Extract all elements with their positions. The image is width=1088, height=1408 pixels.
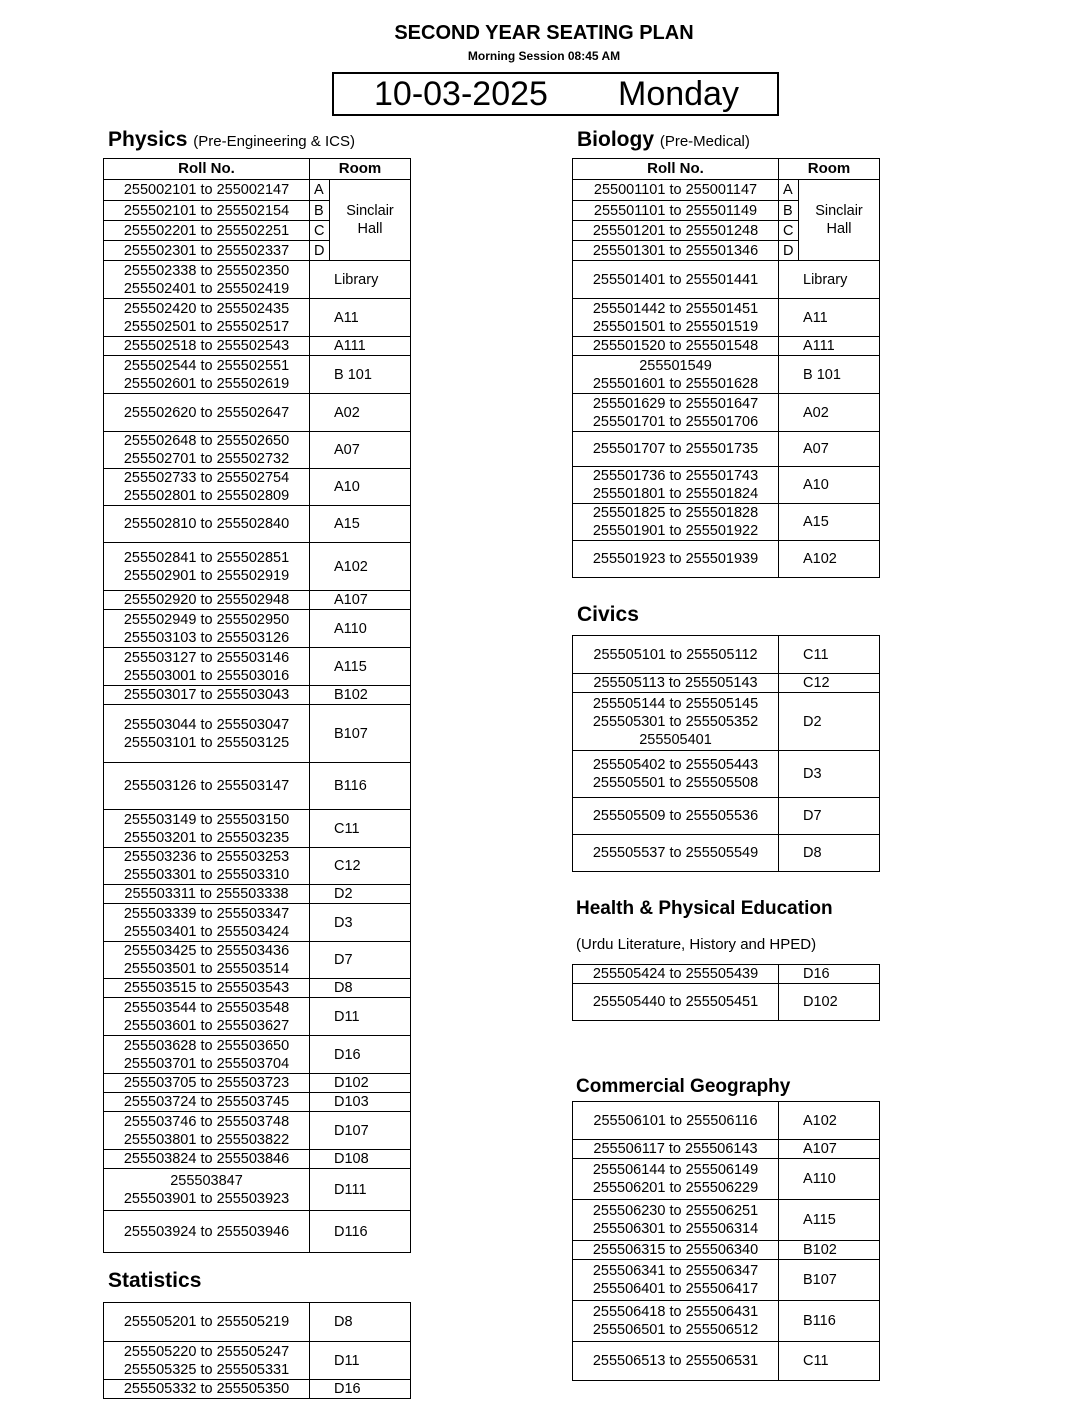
table-header-row bbox=[104, 159, 411, 180]
roll-range: 255502338 to 255502350 255502401 to 255502419 bbox=[104, 261, 310, 299]
roll-range: 255506315 to 255506340 bbox=[573, 1241, 779, 1260]
room-name: C11 bbox=[779, 1342, 880, 1381]
room-name: A15 bbox=[779, 504, 880, 541]
roll-range: 255505424 to 255505439 bbox=[573, 965, 779, 984]
room-name: D3 bbox=[310, 904, 411, 942]
roll-range: 255502301 to 255502337 bbox=[104, 241, 310, 261]
table-row bbox=[573, 432, 880, 467]
room-name: B107 bbox=[779, 1260, 880, 1301]
table-row bbox=[104, 506, 411, 543]
room-name: A102 bbox=[779, 1102, 880, 1140]
hall-section: A bbox=[779, 180, 799, 201]
room-name: B102 bbox=[779, 1241, 880, 1260]
roll-range: 255503705 to 255503723 bbox=[104, 1074, 310, 1093]
geography-heading: Commercial Geography bbox=[576, 1076, 791, 1097]
room-name: A07 bbox=[779, 432, 880, 467]
statistics-table bbox=[103, 1302, 411, 1399]
roll-range: 255506144 to 255506149 255506201 to 255506229 bbox=[573, 1159, 779, 1200]
biology-table bbox=[572, 158, 880, 578]
room-name: B116 bbox=[310, 763, 411, 810]
statistics-heading: Statistics bbox=[108, 1269, 202, 1292]
roll-range: 255502841 to 255502851 255502901 to 255502919 bbox=[104, 543, 310, 591]
table-row bbox=[573, 504, 880, 541]
roll-range: 255501301 to 255501346 bbox=[573, 241, 779, 261]
table-row bbox=[104, 904, 411, 942]
room-name: D116 bbox=[310, 1211, 411, 1253]
roll-range: 255503544 to 255503548 255503601 to 255503627 bbox=[104, 998, 310, 1036]
biology-note: (Pre-Medical) bbox=[659, 133, 750, 150]
table-row bbox=[573, 337, 880, 356]
room-name: B 101 bbox=[310, 356, 411, 394]
table-row bbox=[104, 356, 411, 394]
physics-note: (Pre-Engineering & ICS) bbox=[193, 133, 355, 150]
roll-range: 255503311 to 255503338 bbox=[104, 885, 310, 904]
room-name: D16 bbox=[779, 965, 880, 984]
table-row bbox=[104, 591, 411, 610]
table-row bbox=[104, 848, 411, 885]
roll-range: 255501401 to 255501441 bbox=[573, 261, 779, 299]
roll-range: 255502620 to 255502647 bbox=[104, 394, 310, 432]
roll-range: 255502648 to 255502650 255502701 to 255502732 bbox=[104, 432, 310, 469]
table-row bbox=[104, 810, 411, 848]
table-row bbox=[573, 394, 880, 432]
roll-range: 255501923 to 255501939 bbox=[573, 541, 779, 578]
table-row bbox=[104, 432, 411, 469]
table-row bbox=[573, 1102, 880, 1140]
table-row bbox=[573, 261, 880, 299]
roll-range: 255503724 to 255503745 bbox=[104, 1093, 310, 1112]
room-name: A107 bbox=[779, 1140, 880, 1159]
table-row bbox=[104, 1169, 411, 1211]
page-title: SECOND YEAR SEATING PLAN bbox=[394, 22, 694, 44]
table-row bbox=[573, 674, 880, 693]
room-name: D102 bbox=[779, 984, 880, 1021]
hped-table bbox=[572, 964, 880, 1021]
hall-section: D bbox=[310, 241, 330, 261]
table-row bbox=[104, 610, 411, 648]
hall-section: B bbox=[310, 201, 330, 221]
room-name: A02 bbox=[310, 394, 411, 432]
room-name: Library bbox=[310, 261, 411, 299]
table-row bbox=[573, 356, 880, 394]
room-name: C12 bbox=[310, 848, 411, 885]
hall-section: C bbox=[779, 221, 799, 241]
roll-range: 255503628 to 255503650 255503701 to 255503704 bbox=[104, 1036, 310, 1074]
roll-range: 255505113 to 255505143 bbox=[573, 674, 779, 693]
room-name: A111 bbox=[779, 337, 880, 356]
roll-range: 255501101 to 255501149 bbox=[573, 201, 779, 221]
room-name: D103 bbox=[310, 1093, 411, 1112]
room-name: A07 bbox=[310, 432, 411, 469]
table-row bbox=[104, 998, 411, 1036]
table-row bbox=[104, 1036, 411, 1074]
room-name: A102 bbox=[310, 543, 411, 591]
table-row bbox=[104, 648, 411, 686]
table-row bbox=[573, 1301, 880, 1342]
table-row bbox=[573, 636, 880, 674]
roll-range: 255505440 to 255505451 bbox=[573, 984, 779, 1021]
room-name: D7 bbox=[310, 942, 411, 979]
room-name: A110 bbox=[310, 610, 411, 648]
room-name: D7 bbox=[779, 798, 880, 835]
roll-range: 255505220 to 255505247 255505325 to 255505331 bbox=[104, 1342, 310, 1380]
roll-range: 255503127 to 255503146 255503001 to 255503016 bbox=[104, 648, 310, 686]
table-row bbox=[573, 541, 880, 578]
roll-range: 255503824 to 255503846 bbox=[104, 1150, 310, 1169]
room-name: A15 bbox=[310, 506, 411, 543]
table-row bbox=[104, 1074, 411, 1093]
hped-note: (Urdu Literature, History and HPED) bbox=[576, 936, 817, 953]
room-name: A115 bbox=[310, 648, 411, 686]
roll-range: 255505144 to 255505145 255505301 to 255505352 255505401 bbox=[573, 693, 779, 751]
table-row bbox=[573, 1159, 880, 1200]
geography-table bbox=[572, 1101, 880, 1381]
table-row bbox=[104, 705, 411, 763]
room-name: Library bbox=[779, 261, 880, 299]
roll-range: 255001101 to 255001147 bbox=[573, 180, 779, 201]
room-name: A115 bbox=[779, 1200, 880, 1241]
table-row bbox=[573, 1241, 880, 1260]
table-row bbox=[104, 763, 411, 810]
roll-range: 255503746 to 255503748 255503801 to 255503822 bbox=[104, 1112, 310, 1150]
table-row bbox=[573, 1200, 880, 1241]
room-name: D11 bbox=[310, 1342, 411, 1380]
roll-range: 255506101 to 255506116 bbox=[573, 1102, 779, 1140]
room-name: B102 bbox=[310, 686, 411, 705]
table-row bbox=[104, 394, 411, 432]
room-name: D8 bbox=[310, 979, 411, 998]
roll-range: 255505402 to 255505443 255505501 to 255505508 bbox=[573, 751, 779, 798]
table-row bbox=[104, 469, 411, 506]
table-row bbox=[573, 299, 880, 337]
room-name: D16 bbox=[310, 1036, 411, 1074]
roll-range: 255503425 to 255503436 255503501 to 255503514 bbox=[104, 942, 310, 979]
table-row bbox=[104, 885, 411, 904]
room-name: A11 bbox=[310, 299, 411, 337]
room-name: Sinclair Hall bbox=[799, 180, 880, 261]
room-name: C12 bbox=[779, 674, 880, 693]
table-row bbox=[104, 1150, 411, 1169]
roll-range: 255503515 to 255503543 bbox=[104, 979, 310, 998]
room-header: Room bbox=[310, 159, 411, 180]
roll-range: 255506341 to 255506347 255506401 to 255506417 bbox=[573, 1260, 779, 1301]
table-row bbox=[573, 798, 880, 835]
roll-range: 255505537 to 255505549 bbox=[573, 835, 779, 872]
table-row bbox=[104, 1093, 411, 1112]
room-name: C11 bbox=[779, 636, 880, 674]
roll-range: 255506513 to 255506531 bbox=[573, 1342, 779, 1381]
table-row bbox=[104, 1380, 411, 1399]
civics-heading: Civics bbox=[577, 603, 639, 626]
table-row bbox=[573, 1342, 880, 1381]
roll-range: 255501736 to 255501743 255501801 to 255501824 bbox=[573, 467, 779, 504]
civics-table bbox=[572, 635, 880, 872]
roll-range: 255501825 to 255501828 255501901 to 255501922 bbox=[573, 504, 779, 541]
roll-range: 255002101 to 255002147 bbox=[104, 180, 310, 201]
room-name: A10 bbox=[310, 469, 411, 506]
roll-range: 255506418 to 255506431 255506501 to 255506512 bbox=[573, 1301, 779, 1342]
physics-heading bbox=[108, 129, 355, 153]
table-row bbox=[104, 686, 411, 705]
hall-section: A bbox=[310, 180, 330, 201]
roll-range: 255501520 to 255501548 bbox=[573, 337, 779, 356]
roll-range: 255502544 to 255502551 255502601 to 255502619 bbox=[104, 356, 310, 394]
room-name: D16 bbox=[310, 1380, 411, 1399]
roll-range: 255502101 to 255502154 bbox=[104, 201, 310, 221]
roll-range: 255503044 to 255503047 255503101 to 255503125 bbox=[104, 705, 310, 763]
room-name: D11 bbox=[310, 998, 411, 1036]
roll-range: 255506117 to 255506143 bbox=[573, 1140, 779, 1159]
date-box bbox=[332, 72, 779, 116]
table-row bbox=[573, 1140, 880, 1159]
roll-range: 255502518 to 255502543 bbox=[104, 337, 310, 356]
roll-range: 255502810 to 255502840 bbox=[104, 506, 310, 543]
room-name: D111 bbox=[310, 1169, 411, 1211]
roll-header: Roll No. bbox=[573, 159, 779, 180]
table-row bbox=[104, 979, 411, 998]
table-row bbox=[573, 835, 880, 872]
session-label: Morning Session 08:45 AM bbox=[467, 49, 621, 63]
room-name: D3 bbox=[779, 751, 880, 798]
table-row bbox=[104, 1342, 411, 1380]
hall-section: B bbox=[779, 201, 799, 221]
room-name: A102 bbox=[779, 541, 880, 578]
roll-range: 255501201 to 255501248 bbox=[573, 221, 779, 241]
roll-range: 255505332 to 255505350 bbox=[104, 1380, 310, 1399]
room-name: D108 bbox=[310, 1150, 411, 1169]
biology-heading bbox=[577, 129, 750, 153]
room-name: D2 bbox=[310, 885, 411, 904]
room-name: B107 bbox=[310, 705, 411, 763]
table-row bbox=[104, 337, 411, 356]
room-name: A107 bbox=[310, 591, 411, 610]
table-header-row bbox=[573, 159, 880, 180]
room-name: A10 bbox=[779, 467, 880, 504]
roll-range: 255503126 to 255503147 bbox=[104, 763, 310, 810]
room-name: C11 bbox=[310, 810, 411, 848]
room-name: D8 bbox=[779, 835, 880, 872]
table-row bbox=[573, 180, 880, 201]
roll-range: 255505101 to 255505112 bbox=[573, 636, 779, 674]
table-row bbox=[573, 693, 880, 751]
table-row bbox=[104, 1112, 411, 1150]
physics-table bbox=[103, 158, 411, 1253]
roll-range: 255506230 to 255506251 255506301 to 255506314 bbox=[573, 1200, 779, 1241]
table-row bbox=[573, 751, 880, 798]
roll-range: 255502920 to 255502948 bbox=[104, 591, 310, 610]
room-name: D107 bbox=[310, 1112, 411, 1150]
table-row bbox=[573, 965, 880, 984]
room-name: D102 bbox=[310, 1074, 411, 1093]
room-name: B 101 bbox=[779, 356, 880, 394]
table-row bbox=[104, 543, 411, 591]
roll-range: 255501707 to 255501735 bbox=[573, 432, 779, 467]
table-row bbox=[573, 1260, 880, 1301]
table-row bbox=[104, 1211, 411, 1253]
table-row bbox=[104, 1303, 411, 1342]
exam-date: 10-03-2025 bbox=[374, 75, 548, 113]
room-name: Sinclair Hall bbox=[330, 180, 411, 261]
roll-range: 255505509 to 255505536 bbox=[573, 798, 779, 835]
roll-range: 255503339 to 255503347 255503401 to 255503424 bbox=[104, 904, 310, 942]
roll-range: 255502733 to 255502754 255502801 to 255502809 bbox=[104, 469, 310, 506]
roll-range: 255503924 to 255503946 bbox=[104, 1211, 310, 1253]
roll-range: 255503149 to 255503150 255503201 to 255503235 bbox=[104, 810, 310, 848]
hall-section: D bbox=[779, 241, 799, 261]
table-row bbox=[104, 261, 411, 299]
room-name: A02 bbox=[779, 394, 880, 432]
roll-range: 255501442 to 255501451 255501501 to 255501519 bbox=[573, 299, 779, 337]
roll-range: 255503847 255503901 to 255503923 bbox=[104, 1169, 310, 1211]
hall-section: C bbox=[310, 221, 330, 241]
roll-range: 255501549 255501601 to 255501628 bbox=[573, 356, 779, 394]
exam-day: Monday bbox=[618, 75, 739, 113]
room-name: A111 bbox=[310, 337, 411, 356]
roll-range: 255505201 to 255505219 bbox=[104, 1303, 310, 1342]
roll-range: 255502949 to 255502950 255503103 to 255503126 bbox=[104, 610, 310, 648]
biology-name: Biology bbox=[577, 128, 654, 151]
table-row bbox=[573, 467, 880, 504]
room-name: D2 bbox=[779, 693, 880, 751]
hped-heading: Health & Physical Education bbox=[576, 898, 833, 919]
room-header: Room bbox=[779, 159, 880, 180]
room-name: D8 bbox=[310, 1303, 411, 1342]
roll-range: 255502201 to 255502251 bbox=[104, 221, 310, 241]
physics-name: Physics bbox=[108, 128, 188, 151]
table-row bbox=[104, 942, 411, 979]
table-row bbox=[104, 180, 411, 201]
roll-range: 255503236 to 255503253 255503301 to 255503310 bbox=[104, 848, 310, 885]
roll-header: Roll No. bbox=[104, 159, 310, 180]
table-row bbox=[104, 299, 411, 337]
room-name: A110 bbox=[779, 1159, 880, 1200]
roll-range: 255503017 to 255503043 bbox=[104, 686, 310, 705]
roll-range: 255501629 to 255501647 255501701 to 255501706 bbox=[573, 394, 779, 432]
room-name: B116 bbox=[779, 1301, 880, 1342]
room-name: A11 bbox=[779, 299, 880, 337]
roll-range: 255502420 to 255502435 255502501 to 255502517 bbox=[104, 299, 310, 337]
table-row bbox=[573, 984, 880, 1021]
